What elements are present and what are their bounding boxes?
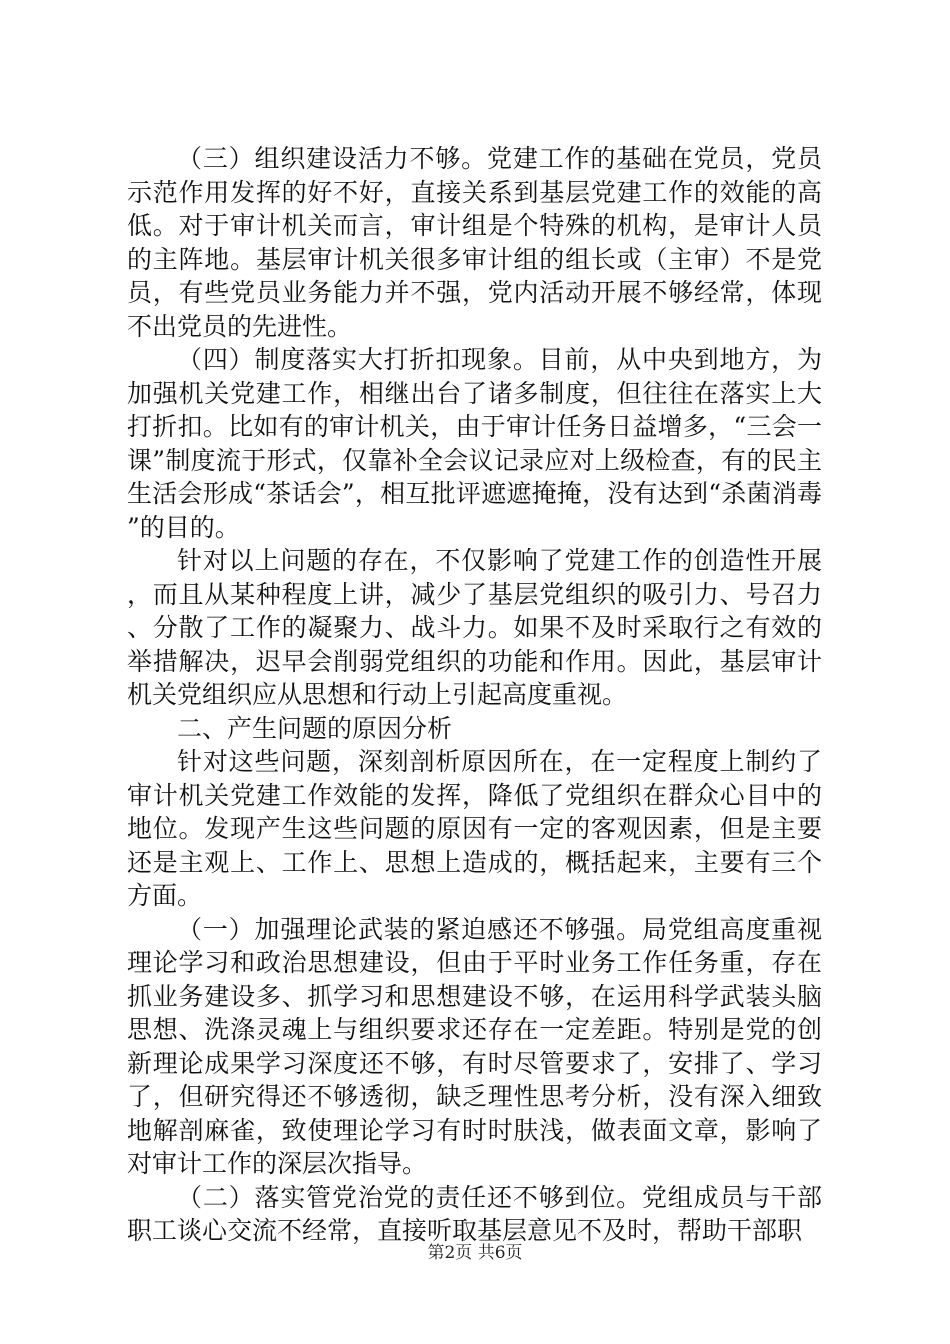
paragraph-theory-urgency: （一）加强理论武装的紧迫感还不够强。局党组高度重视理论学习和政治思想建设，但由于平时业务工作任务重，存在抓业务建设多、抓学习和思想建设不够，在运用科学武装头脑思想、洗涤灵魂上与组织要求还存在一定差距。特别是党的创新理论成果学习深度还不够，有时尽管要求了，安排了、学习了，但研究得还不够透彻，缺乏理性思考分析，没有深入细致地解剖麻雀，致使理论学习有时时肤浅，做表面文章，影响了对审计工作的深层次指导。 (127, 914, 822, 1178)
page-number-footer: 第2页 共6页 (427, 1243, 523, 1263)
paragraph-problem-impact: 针对以上问题的存在，不仅影响了党建工作的创造性开展，而且从某种程度上讲，减少了基层党组织的吸引力、号召力、分散了工作的凝聚力、战斗力。如果不及时采取行之有效的举措解决，迟早会削弱党组织的功能和作用。因此，基层审计机关党组织应从思想和行动上引起高度重视。 (127, 546, 822, 709)
document-body (127, 142, 822, 1248)
section-heading-cause-analysis: 二、产生问题的原因分析 (177, 713, 453, 743)
paragraph-party-responsibility: （二）落实管党治党的责任还不够到位。党组成员与干部职工谈心交流不经常，直接听取基层意见不及时，帮助干部职 (127, 1182, 822, 1245)
paragraph-cause-overview: 针对这些问题，深刻剖析原因所在，在一定程度上制约了审计机关党建工作效能的发挥，降低了党组织在群众心目中的地位。发现产生这些问题的原因有一定的客观因素，但是主要还是主观上、工作上、思想上造成的，概括起来，主要有三个方面。 (127, 747, 822, 910)
paragraph-organization-vitality: （三）组织建设活力不够。党建工作的基础在党员，党员示范作用发挥的好不好，直接关系到基层党建工作的效能的高低。对于审计机关而言，审计组是个特殊的机构，是审计人员的主阵地。基层审计机关很多审计组的组长或（主审）不是党员，有些党员业务能力并不强，党内活动开展不够经常，体现不出党员的先进性。 (127, 144, 822, 341)
paragraph-system-implementation: （四）制度落实大打折扣现象。目前，从中央到地方，为加强机关党建工作，相继出台了诸多制度，但往往在落实上大打折扣。比如有的审计机关，由于审计任务日益增多，“三会一课”制度流于形式，仅靠补全会议记录应对上级检查，有的民主生活会形成“茶话会”，相互批评遮遮掩掩，没有达到“杀菌消毒”的目的。 (127, 345, 822, 542)
